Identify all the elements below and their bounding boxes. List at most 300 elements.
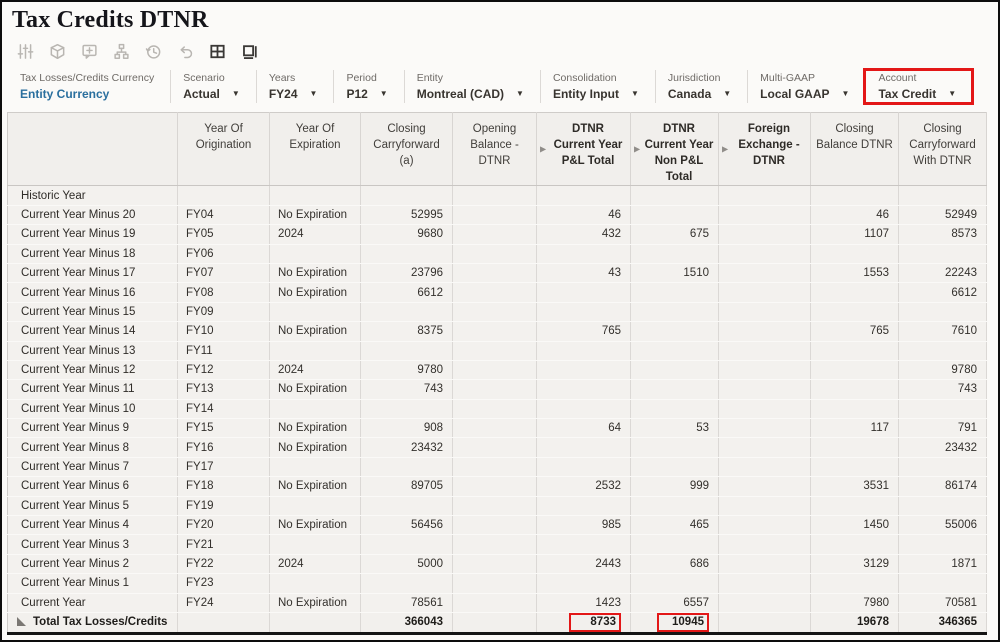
data-cell[interactable]: 9680 — [361, 225, 453, 244]
data-cell[interactable]: No Expiration — [270, 593, 361, 612]
data-cell[interactable] — [453, 457, 537, 476]
data-cell[interactable]: FY16 — [178, 438, 270, 457]
pov-dropdown[interactable] — [269, 87, 318, 101]
data-cell[interactable]: No Expiration — [270, 263, 361, 282]
red-highlight-box[interactable]: 8733 — [569, 613, 621, 632]
data-cell[interactable] — [631, 457, 719, 476]
pov-dropdown[interactable] — [183, 87, 240, 101]
data-cell[interactable] — [361, 186, 453, 205]
data-cell[interactable] — [811, 535, 899, 554]
data-cell[interactable] — [719, 225, 811, 244]
column-header[interactable] — [453, 113, 537, 186]
data-cell[interactable]: 55006 — [899, 516, 987, 535]
pov-value[interactable]: Local GAAP — [760, 87, 830, 102]
row-header-cell[interactable]: Current Year Minus 12 — [8, 360, 178, 379]
data-cell[interactable]: No Expiration — [270, 477, 361, 496]
data-cell[interactable] — [453, 516, 537, 535]
data-cell[interactable]: 23796 — [361, 263, 453, 282]
data-cell[interactable] — [537, 438, 631, 457]
total-data-cell[interactable]: 346365 — [899, 612, 987, 633]
data-cell[interactable]: 70581 — [899, 593, 987, 612]
data-cell[interactable]: 686 — [631, 554, 719, 573]
data-cell[interactable] — [719, 438, 811, 457]
data-cell[interactable] — [537, 380, 631, 399]
data-cell[interactable] — [453, 535, 537, 554]
data-cell[interactable] — [719, 186, 811, 205]
chevron-down-icon[interactable]: ▼ — [231, 89, 240, 99]
data-cell[interactable] — [811, 438, 899, 457]
data-cell[interactable] — [719, 302, 811, 321]
data-cell[interactable] — [719, 283, 811, 302]
data-cell[interactable]: 1553 — [811, 263, 899, 282]
row-header-cell[interactable]: Historic Year — [8, 186, 178, 205]
row-header-cell[interactable]: Current Year Minus 11 — [8, 380, 178, 399]
data-cell[interactable] — [178, 186, 270, 205]
data-cell[interactable] — [631, 438, 719, 457]
data-cell[interactable] — [719, 477, 811, 496]
data-cell[interactable] — [453, 593, 537, 612]
data-cell[interactable] — [270, 341, 361, 360]
data-cell[interactable] — [631, 283, 719, 302]
pov-link[interactable] — [20, 87, 154, 101]
pov-value[interactable]: Entity Input — [552, 87, 619, 102]
data-cell[interactable] — [719, 457, 811, 476]
data-cell[interactable] — [811, 457, 899, 476]
data-cell[interactable]: 53 — [631, 419, 719, 438]
data-cell[interactable]: 765 — [811, 322, 899, 341]
data-cell[interactable]: 2024 — [270, 225, 361, 244]
data-cell[interactable] — [631, 205, 719, 224]
pov-label: Account — [878, 71, 917, 84]
row-header-cell[interactable]: Current Year Minus 2 — [8, 554, 178, 573]
row-header-cell[interactable]: Current Year Minus 16 — [8, 283, 178, 302]
column-header[interactable] — [631, 113, 719, 186]
pov-segment-years — [256, 70, 334, 103]
pov-dropdown[interactable] — [417, 87, 524, 101]
data-cell[interactable] — [453, 283, 537, 302]
data-cell[interactable] — [811, 302, 899, 321]
data-cell[interactable] — [453, 554, 537, 573]
data-cell[interactable]: 8375 — [361, 322, 453, 341]
data-cell[interactable] — [537, 244, 631, 263]
expand-column-icon[interactable]: ▶ — [540, 144, 547, 154]
data-cell[interactable] — [453, 302, 537, 321]
data-cell[interactable]: 46 — [811, 205, 899, 224]
total-data-cell[interactable]: 366043 — [361, 612, 453, 633]
data-cell[interactable] — [719, 341, 811, 360]
row-header-cell[interactable]: Current Year Minus 1 — [8, 574, 178, 593]
data-cell[interactable] — [631, 574, 719, 593]
data-cell[interactable] — [537, 496, 631, 515]
data-cell[interactable] — [719, 593, 811, 612]
data-cell[interactable]: 89705 — [361, 477, 453, 496]
table-row — [8, 477, 987, 496]
table-row — [8, 535, 987, 554]
row-header-cell[interactable]: Current Year Minus 13 — [8, 341, 178, 360]
data-cell[interactable] — [631, 302, 719, 321]
data-cell[interactable]: 6612 — [361, 283, 453, 302]
data-cell[interactable]: No Expiration — [270, 438, 361, 457]
data-cell[interactable]: FY06 — [178, 244, 270, 263]
data-cell[interactable] — [453, 496, 537, 515]
data-cell[interactable] — [899, 535, 987, 554]
data-cell[interactable]: 2024 — [270, 554, 361, 573]
data-cell[interactable]: FY05 — [178, 225, 270, 244]
data-cell[interactable] — [719, 360, 811, 379]
data-cell[interactable]: FY20 — [178, 516, 270, 535]
data-cell[interactable]: FY10 — [178, 322, 270, 341]
data-cell[interactable] — [270, 244, 361, 263]
data-cell[interactable]: 22243 — [899, 263, 987, 282]
data-cell[interactable]: FY11 — [178, 341, 270, 360]
pov-value[interactable]: Tax Credit — [878, 87, 937, 102]
data-cell[interactable] — [453, 186, 537, 205]
pov-label: Consolidation — [552, 71, 617, 84]
data-cell[interactable]: FY15 — [178, 419, 270, 438]
table-row — [8, 554, 987, 573]
data-cell[interactable]: No Expiration — [270, 283, 361, 302]
data-cell[interactable]: FY22 — [178, 554, 270, 573]
data-cell[interactable]: 7980 — [811, 593, 899, 612]
data-cell[interactable] — [631, 380, 719, 399]
chevron-down-icon[interactable]: ▼ — [841, 89, 850, 99]
data-cell[interactable] — [899, 186, 987, 205]
data-cell[interactable]: 1510 — [631, 263, 719, 282]
data-cell[interactable] — [453, 322, 537, 341]
pov-value[interactable]: Canada — [667, 87, 712, 102]
total-data-cell[interactable] — [270, 612, 361, 633]
data-cell[interactable]: No Expiration — [270, 380, 361, 399]
data-cell[interactable]: 3531 — [811, 477, 899, 496]
data-cell[interactable] — [719, 535, 811, 554]
column-header[interactable] — [270, 113, 361, 186]
data-cell[interactable] — [631, 244, 719, 263]
data-cell[interactable]: 1871 — [899, 554, 987, 573]
data-cell[interactable] — [537, 535, 631, 554]
total-data-cell[interactable]: 19678 — [811, 612, 899, 633]
data-cell[interactable] — [537, 574, 631, 593]
data-cell[interactable] — [811, 341, 899, 360]
data-cell[interactable]: 908 — [361, 419, 453, 438]
data-cell[interactable] — [537, 283, 631, 302]
toolbar — [2, 35, 998, 66]
data-cell[interactable] — [811, 244, 899, 263]
data-cell[interactable]: 675 — [631, 225, 719, 244]
data-cell[interactable] — [537, 457, 631, 476]
data-cell[interactable]: FY09 — [178, 302, 270, 321]
total-data-cell[interactable] — [719, 612, 811, 633]
data-cell[interactable] — [361, 399, 453, 418]
chevron-down-icon[interactable]: ▼ — [379, 89, 388, 99]
data-cell[interactable] — [899, 574, 987, 593]
data-cell[interactable]: 117 — [811, 419, 899, 438]
data-cell[interactable]: 64 — [537, 419, 631, 438]
data-cell[interactable] — [899, 302, 987, 321]
expand-column-icon[interactable]: ▶ — [722, 144, 729, 154]
expand-column-icon[interactable]: ▶ — [634, 144, 641, 154]
column-header-label: Year Of Origination — [195, 123, 252, 152]
data-cell[interactable]: 791 — [899, 419, 987, 438]
data-cell[interactable] — [811, 574, 899, 593]
red-highlight-box[interactable]: 10945 — [657, 613, 709, 632]
row-header-cell[interactable]: Current Year Minus 9 — [8, 419, 178, 438]
data-cell[interactable] — [453, 341, 537, 360]
data-cell[interactable]: FY04 — [178, 205, 270, 224]
row-header-cell[interactable]: Current Year Minus 17 — [8, 263, 178, 282]
chevron-down-icon[interactable]: ▼ — [516, 89, 524, 99]
data-cell[interactable] — [361, 302, 453, 321]
tune-icon — [16, 42, 34, 60]
data-cell[interactable]: FY14 — [178, 399, 270, 418]
column-header[interactable] — [811, 113, 899, 186]
pov-value[interactable]: Entity Currency — [20, 87, 110, 102]
data-cell[interactable] — [631, 496, 719, 515]
data-cell[interactable] — [453, 225, 537, 244]
data-cell[interactable]: FY17 — [178, 457, 270, 476]
data-cell[interactable]: 52949 — [899, 205, 987, 224]
data-cell[interactable]: FY19 — [178, 496, 270, 515]
pov-dropdown[interactable] — [760, 87, 849, 101]
data-cell[interactable]: 1107 — [811, 225, 899, 244]
data-cell[interactable] — [537, 360, 631, 379]
data-cell[interactable] — [631, 360, 719, 379]
row-header-cell[interactable]: Current Year Minus 18 — [8, 244, 178, 263]
data-cell[interactable] — [631, 341, 719, 360]
data-cell[interactable] — [899, 341, 987, 360]
total-data-cell[interactable] — [178, 612, 270, 633]
data-cell[interactable] — [631, 399, 719, 418]
row-header-cell[interactable]: Current Year Minus 20 — [8, 205, 178, 224]
column-header[interactable] — [361, 113, 453, 186]
row-header-cell[interactable]: Current Year — [8, 593, 178, 612]
pov-dropdown[interactable] — [553, 87, 639, 101]
row-header-cell[interactable]: Current Year Minus 14 — [8, 322, 178, 341]
data-cell[interactable]: FY23 — [178, 574, 270, 593]
data-cell[interactable]: 765 — [537, 322, 631, 341]
data-cell[interactable] — [453, 244, 537, 263]
grid-view-icon[interactable] — [208, 42, 226, 60]
data-cell[interactable]: 9780 — [361, 360, 453, 379]
data-cell[interactable]: No Expiration — [270, 516, 361, 535]
total-row-header-cell[interactable] — [8, 612, 178, 633]
data-cell[interactable]: 465 — [631, 516, 719, 535]
data-cell[interactable] — [270, 574, 361, 593]
header-row — [8, 113, 987, 186]
data-cell[interactable] — [811, 360, 899, 379]
row-header-cell[interactable]: Current Year Minus 5 — [8, 496, 178, 515]
data-cell[interactable]: 3129 — [811, 554, 899, 573]
data-cell[interactable]: No Expiration — [270, 322, 361, 341]
chevron-down-icon[interactable]: ▼ — [948, 89, 957, 99]
total-data-cell-highlighted[interactable] — [537, 612, 631, 633]
total-row — [8, 612, 987, 633]
data-cell[interactable]: 86174 — [899, 477, 987, 496]
data-cell[interactable] — [453, 205, 537, 224]
data-cell[interactable] — [537, 186, 631, 205]
row-header-cell[interactable]: Current Year Minus 6 — [8, 477, 178, 496]
collapse-row-icon[interactable] — [17, 617, 26, 629]
pov-value[interactable]: P12 — [346, 87, 368, 102]
data-cell[interactable]: 743 — [361, 380, 453, 399]
data-cell[interactable]: No Expiration — [270, 419, 361, 438]
data-cell[interactable]: 43 — [537, 263, 631, 282]
chevron-down-icon[interactable]: ▼ — [309, 89, 318, 99]
data-cell[interactable] — [811, 186, 899, 205]
data-cell[interactable] — [631, 535, 719, 554]
column-header-label: DTNR Current Year P&L Total — [553, 123, 623, 168]
column-header-label: Year Of Expiration — [289, 123, 341, 152]
data-cell[interactable] — [811, 380, 899, 399]
total-data-cell[interactable] — [453, 612, 537, 633]
history-icon — [144, 42, 162, 60]
data-cell[interactable]: 6612 — [899, 283, 987, 302]
data-cell[interactable] — [899, 496, 987, 515]
table-row — [8, 244, 987, 263]
total-data-cell-highlighted[interactable] — [631, 612, 719, 633]
data-cell[interactable] — [899, 399, 987, 418]
pov-value[interactable]: FY24 — [268, 87, 298, 102]
data-cell[interactable] — [361, 341, 453, 360]
row-header-cell[interactable]: Current Year Minus 15 — [8, 302, 178, 321]
data-cell[interactable] — [537, 399, 631, 418]
data-cell[interactable]: 1450 — [811, 516, 899, 535]
pov-value[interactable]: Montreal (CAD) — [416, 87, 505, 102]
pov-dropdown[interactable] — [346, 87, 387, 101]
row-header-cell[interactable]: Current Year Minus 10 — [8, 399, 178, 418]
data-cell[interactable]: 985 — [537, 516, 631, 535]
data-cell[interactable] — [719, 419, 811, 438]
pov-label: Jurisdiction — [667, 71, 721, 84]
data-cell[interactable] — [453, 438, 537, 457]
column-header[interactable] — [537, 113, 631, 186]
data-cell[interactable]: 432 — [537, 225, 631, 244]
hierarchy-icon — [112, 42, 130, 60]
chevron-down-icon[interactable]: ▼ — [630, 89, 639, 99]
data-cell[interactable] — [811, 496, 899, 515]
data-cell[interactable] — [270, 496, 361, 515]
data-cell[interactable] — [719, 574, 811, 593]
column-header-label: Closing Carryforward (a) — [373, 123, 440, 168]
data-cell[interactable] — [361, 244, 453, 263]
data-cell[interactable]: 56456 — [361, 516, 453, 535]
data-cell[interactable] — [719, 380, 811, 399]
data-cell[interactable] — [811, 399, 899, 418]
row-header-cell[interactable]: Current Year Minus 4 — [8, 516, 178, 535]
data-cell[interactable]: 52995 — [361, 205, 453, 224]
data-cell[interactable]: FY24 — [178, 593, 270, 612]
data-cell[interactable]: 6557 — [631, 593, 719, 612]
data-cell[interactable] — [361, 535, 453, 554]
data-cell[interactable]: 23432 — [899, 438, 987, 457]
data-cell[interactable] — [719, 205, 811, 224]
pov-value[interactable]: Actual — [183, 87, 220, 102]
data-cell[interactable] — [453, 380, 537, 399]
pov-segment-scenario — [170, 70, 256, 103]
data-cell[interactable]: 2024 — [270, 360, 361, 379]
data-cell[interactable]: 7610 — [899, 322, 987, 341]
row-header-cell[interactable]: Current Year Minus 19 — [8, 225, 178, 244]
data-cell[interactable]: 9780 — [899, 360, 987, 379]
column-header-label: DTNR Current Year Non P&L Total — [644, 123, 714, 184]
data-cell[interactable] — [719, 554, 811, 573]
data-cell[interactable]: FY08 — [178, 283, 270, 302]
column-header[interactable] — [719, 113, 811, 186]
column-header[interactable] — [178, 113, 270, 186]
data-cell[interactable] — [719, 399, 811, 418]
data-cell[interactable] — [537, 341, 631, 360]
data-cell[interactable] — [719, 244, 811, 263]
data-cell[interactable] — [811, 283, 899, 302]
data-cell[interactable] — [453, 419, 537, 438]
data-cell[interactable]: 78561 — [361, 593, 453, 612]
data-cell[interactable] — [719, 322, 811, 341]
data-cell[interactable]: FY13 — [178, 380, 270, 399]
data-cell[interactable] — [270, 457, 361, 476]
data-cell[interactable] — [719, 496, 811, 515]
data-cell[interactable]: 8573 — [899, 225, 987, 244]
table-row — [8, 593, 987, 612]
data-cell[interactable]: 5000 — [361, 554, 453, 573]
row-header-cell[interactable]: Current Year Minus 7 — [8, 457, 178, 476]
data-cell[interactable] — [719, 516, 811, 535]
pov-label: Tax Losses/Credits Currency — [20, 71, 155, 84]
data-cell[interactable] — [631, 322, 719, 341]
table-row — [8, 574, 987, 593]
data-cell[interactable] — [270, 535, 361, 554]
data-cell[interactable] — [453, 263, 537, 282]
column-header[interactable] — [899, 113, 987, 186]
data-cell[interactable] — [361, 496, 453, 515]
data-cell[interactable] — [899, 457, 987, 476]
data-cell[interactable]: 23432 — [361, 438, 453, 457]
data-cell[interactable] — [719, 263, 811, 282]
data-cell[interactable] — [270, 399, 361, 418]
row-header-cell[interactable]: Current Year Minus 3 — [8, 535, 178, 554]
data-cell[interactable] — [361, 457, 453, 476]
data-cell[interactable]: FY18 — [178, 477, 270, 496]
chevron-down-icon[interactable]: ▼ — [723, 89, 732, 99]
data-cell[interactable]: 1423 — [537, 593, 631, 612]
panel-view-icon[interactable] — [240, 42, 258, 60]
data-cell[interactable]: FY12 — [178, 360, 270, 379]
data-cell[interactable]: 46 — [537, 205, 631, 224]
data-cell[interactable] — [899, 244, 987, 263]
page-title: Tax Credits DTNR — [12, 7, 209, 33]
data-cell[interactable]: 2443 — [537, 554, 631, 573]
data-cell[interactable] — [631, 186, 719, 205]
cube-icon — [48, 42, 66, 60]
data-cell[interactable]: 2532 — [537, 477, 631, 496]
pov-dropdown[interactable] — [878, 87, 956, 101]
data-cell[interactable]: No Expiration — [270, 205, 361, 224]
row-header-cell[interactable]: Current Year Minus 8 — [8, 438, 178, 457]
data-cell[interactable] — [453, 360, 537, 379]
data-cell[interactable]: FY07 — [178, 263, 270, 282]
data-cell[interactable] — [453, 574, 537, 593]
data-cell[interactable] — [453, 399, 537, 418]
data-cell[interactable] — [270, 186, 361, 205]
data-cell[interactable]: FY21 — [178, 535, 270, 554]
data-cell[interactable]: 999 — [631, 477, 719, 496]
data-cell[interactable] — [361, 574, 453, 593]
table-row — [8, 322, 987, 341]
data-cell[interactable] — [537, 302, 631, 321]
data-cell[interactable] — [270, 302, 361, 321]
data-cell[interactable]: 743 — [899, 380, 987, 399]
data-cell[interactable] — [453, 477, 537, 496]
pov-dropdown[interactable] — [668, 87, 731, 101]
column-header-label: Closing Carryforward With DTNR — [909, 123, 976, 168]
